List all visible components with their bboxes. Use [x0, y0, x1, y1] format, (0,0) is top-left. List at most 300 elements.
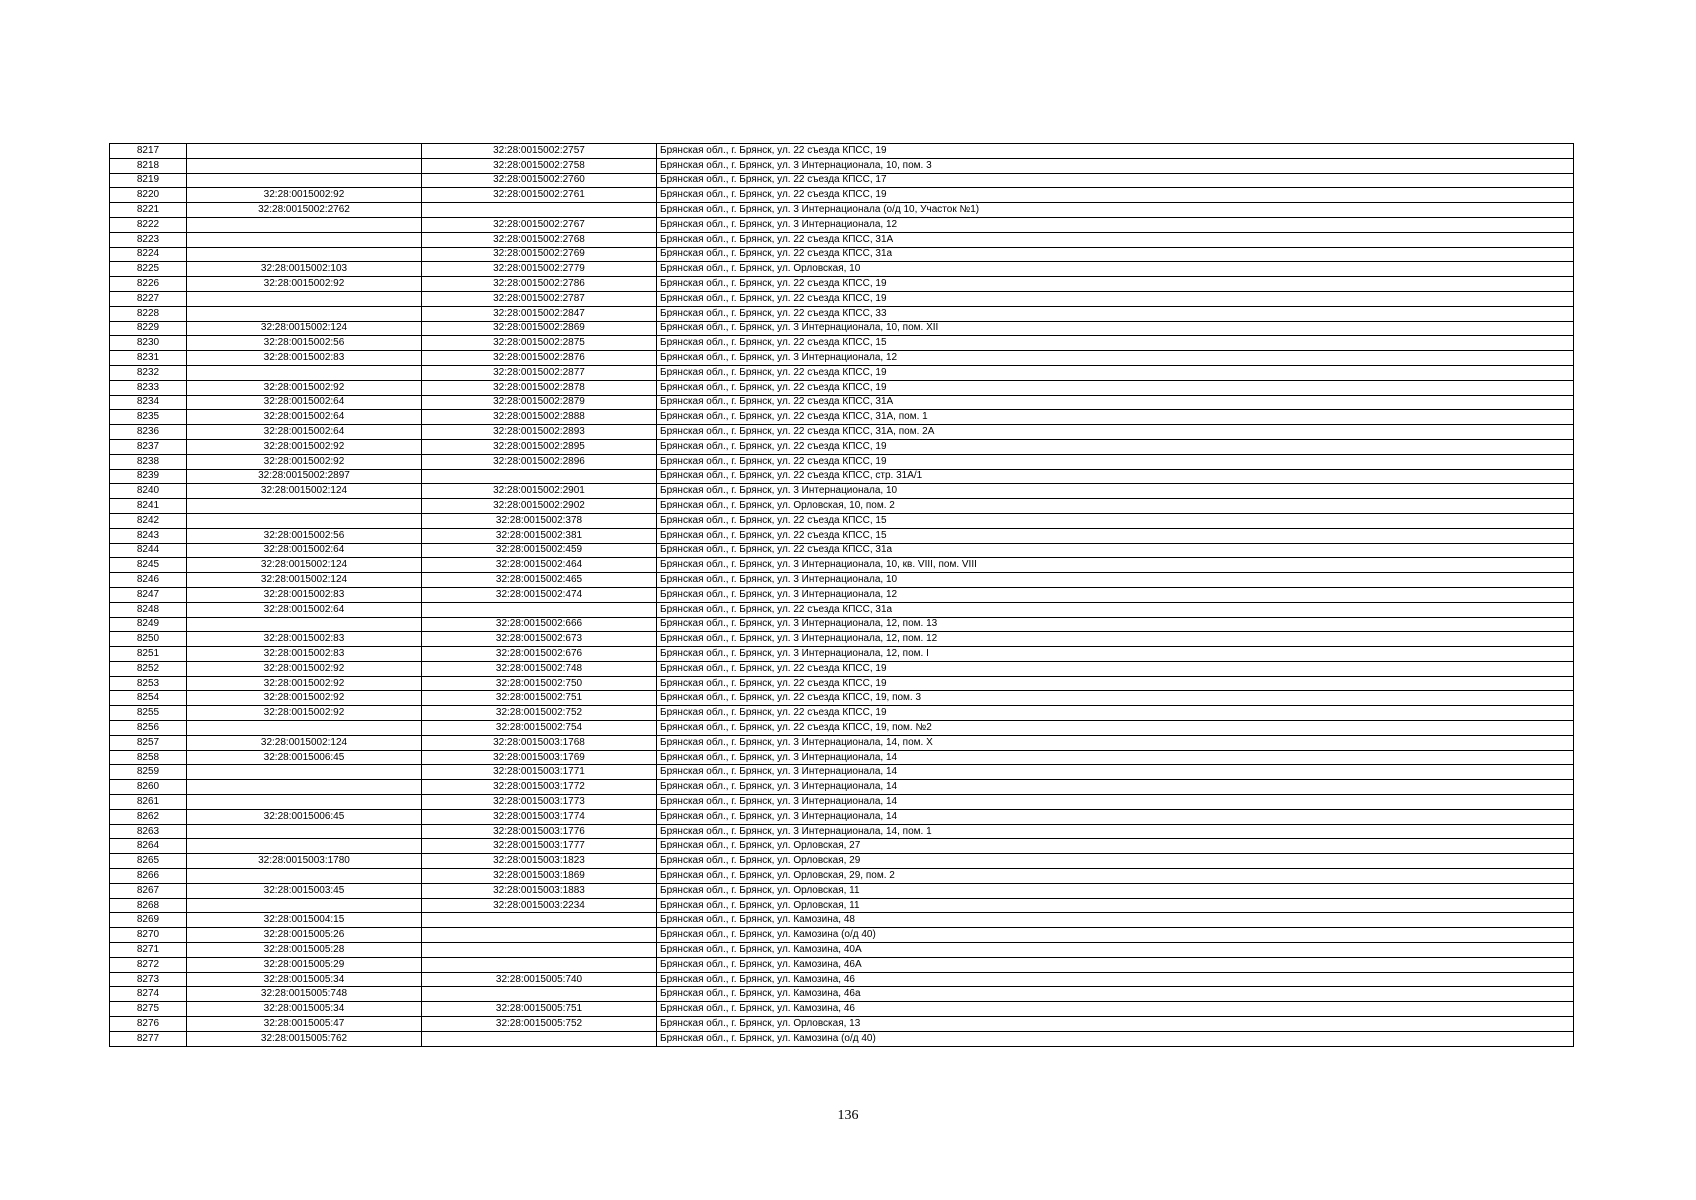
address-cell: Брянская обл., г. Брянск, ул. 22 съезда КПСС, 31А [657, 395, 1574, 410]
building-cadastral-number-cell: 32:28:0015002:464 [422, 558, 657, 573]
land-cadastral-number-cell: 32:28:0015002:64 [187, 410, 422, 425]
land-cadastral-number-cell [187, 144, 422, 159]
address-cell: Брянская обл., г. Брянск, ул. 22 съезда КПСС, 31а [657, 602, 1574, 617]
building-cadastral-number-cell: 32:28:0015005:751 [422, 1002, 657, 1017]
land-cadastral-number-cell: 32:28:0015002:92 [187, 661, 422, 676]
building-cadastral-number-cell: 32:28:0015002:381 [422, 528, 657, 543]
land-cadastral-number-cell: 32:28:0015002:92 [187, 676, 422, 691]
row-number-cell: 8251 [110, 647, 187, 662]
land-cadastral-number-cell: 32:28:0015002:124 [187, 484, 422, 499]
address-cell: Брянская обл., г. Брянск, ул. Орловская, 10, пом. 2 [657, 499, 1574, 514]
table-row [110, 173, 1574, 188]
building-cadastral-number-cell: 32:28:0015002:2879 [422, 395, 657, 410]
address-cell: Брянская обл., г. Брянск, ул. Камозина, 46 [657, 972, 1574, 987]
row-number-cell: 8221 [110, 203, 187, 218]
row-number-cell: 8217 [110, 144, 187, 159]
row-number-cell: 8258 [110, 750, 187, 765]
land-cadastral-number-cell: 32:28:0015002:64 [187, 395, 422, 410]
address-cell: Брянская обл., г. Брянск, ул. 3 Интернационала, 12 [657, 351, 1574, 366]
land-cadastral-number-cell: 32:28:0015002:83 [187, 587, 422, 602]
land-cadastral-number-cell: 32:28:0015002:64 [187, 543, 422, 558]
building-cadastral-number-cell: 32:28:0015002:2896 [422, 454, 657, 469]
building-cadastral-number-cell: 32:28:0015002:752 [422, 706, 657, 721]
land-cadastral-number-cell: 32:28:0015006:45 [187, 809, 422, 824]
building-cadastral-number-cell [422, 957, 657, 972]
building-cadastral-number-cell: 32:28:0015003:1869 [422, 869, 657, 884]
row-number-cell: 8262 [110, 809, 187, 824]
table-row [110, 217, 1574, 232]
table-row [110, 247, 1574, 262]
row-number-cell: 8256 [110, 721, 187, 736]
row-number-cell: 8244 [110, 543, 187, 558]
table-row [110, 750, 1574, 765]
page-number: 136 [837, 1108, 859, 1123]
building-cadastral-number-cell: 32:28:0015002:2760 [422, 173, 657, 188]
land-cadastral-number-cell: 32:28:0015002:103 [187, 262, 422, 277]
address-cell: Брянская обл., г. Брянск, ул. 22 съезда КПСС, 15 [657, 336, 1574, 351]
row-number-cell: 8236 [110, 425, 187, 440]
row-number-cell: 8229 [110, 321, 187, 336]
address-cell: Брянская обл., г. Брянск, ул. 22 съезда КПСС, 19 [657, 291, 1574, 306]
building-cadastral-number-cell [422, 943, 657, 958]
building-cadastral-number-cell: 32:28:0015003:1774 [422, 809, 657, 824]
land-cadastral-number-cell [187, 795, 422, 810]
land-cadastral-number-cell [187, 721, 422, 736]
land-cadastral-number-cell: 32:28:0015005:26 [187, 928, 422, 943]
address-cell: Брянская обл., г. Брянск, ул. 22 съезда КПСС, стр. 31А/1 [657, 469, 1574, 484]
address-cell: Брянская обл., г. Брянск, ул. 3 Интернационала, 14 [657, 750, 1574, 765]
building-cadastral-number-cell: 32:28:0015002:2877 [422, 365, 657, 380]
address-cell: Брянская обл., г. Брянск, ул. Орловская, 13 [657, 1017, 1574, 1032]
address-cell: Брянская обл., г. Брянск, ул. 22 съезда КПСС, 19 [657, 188, 1574, 203]
row-number-cell: 8261 [110, 795, 187, 810]
building-cadastral-number-cell: 32:28:0015003:2234 [422, 898, 657, 913]
land-cadastral-number-cell: 32:28:0015005:748 [187, 987, 422, 1002]
building-cadastral-number-cell: 32:28:0015002:2757 [422, 144, 657, 159]
row-number-cell: 8226 [110, 277, 187, 292]
land-cadastral-number-cell: 32:28:0015004:15 [187, 913, 422, 928]
address-cell: Брянская обл., г. Брянск, ул. 3 Интернационала, 14, пом. X [657, 735, 1574, 750]
land-cadastral-number-cell: 32:28:0015003:45 [187, 883, 422, 898]
table-row [110, 824, 1574, 839]
row-number-cell: 8277 [110, 1031, 187, 1046]
table-row [110, 543, 1574, 558]
row-number-cell: 8234 [110, 395, 187, 410]
building-cadastral-number-cell: 32:28:0015002:2888 [422, 410, 657, 425]
building-cadastral-number-cell [422, 1031, 657, 1046]
building-cadastral-number-cell: 32:28:0015002:748 [422, 661, 657, 676]
row-number-cell: 8239 [110, 469, 187, 484]
table-row [110, 232, 1574, 247]
row-number-cell: 8227 [110, 291, 187, 306]
row-number-cell: 8220 [110, 188, 187, 203]
address-cell: Брянская обл., г. Брянск, ул. 22 съезда КПСС, 19 [657, 365, 1574, 380]
land-cadastral-number-cell [187, 839, 422, 854]
building-cadastral-number-cell: 32:28:0015005:740 [422, 972, 657, 987]
building-cadastral-number-cell: 32:28:0015002:2847 [422, 306, 657, 321]
row-number-cell: 8265 [110, 854, 187, 869]
building-cadastral-number-cell: 32:28:0015002:2876 [422, 351, 657, 366]
address-cell: Брянская обл., г. Брянск, ул. Камозина, 40А [657, 943, 1574, 958]
land-cadastral-number-cell: 32:28:0015002:92 [187, 691, 422, 706]
row-number-cell: 8235 [110, 410, 187, 425]
address-cell: Брянская обл., г. Брянск, ул. 22 съезда КПСС, 19 [657, 277, 1574, 292]
table-row [110, 144, 1574, 159]
table-row [110, 469, 1574, 484]
row-number-cell: 8250 [110, 632, 187, 647]
address-cell: Брянская обл., г. Брянск, ул. 3 Интернационала, 10, пом. XII [657, 321, 1574, 336]
land-cadastral-number-cell: 32:28:0015002:83 [187, 647, 422, 662]
address-cell: Брянская обл., г. Брянск, ул. 3 Интернационала, 10 [657, 573, 1574, 588]
address-cell: Брянская обл., г. Брянск, ул. Орловская, 29 [657, 854, 1574, 869]
building-cadastral-number-cell: 32:28:0015003:1883 [422, 883, 657, 898]
table-row [110, 661, 1574, 676]
land-cadastral-number-cell: 32:28:0015002:124 [187, 558, 422, 573]
address-cell: Брянская обл., г. Брянск, ул. 3 Интернационала, 10, кв. VIII, пом. VIII [657, 558, 1574, 573]
land-cadastral-number-cell [187, 824, 422, 839]
table-row [110, 454, 1574, 469]
land-cadastral-number-cell: 32:28:0015002:64 [187, 425, 422, 440]
address-cell: Брянская обл., г. Брянск, ул. 22 съезда КПСС, 19 [657, 454, 1574, 469]
land-cadastral-number-cell: 32:28:0015005:47 [187, 1017, 422, 1032]
building-cadastral-number-cell: 32:28:0015003:1777 [422, 839, 657, 854]
building-cadastral-number-cell: 32:28:0015002:465 [422, 573, 657, 588]
building-cadastral-number-cell: 32:28:0015002:2761 [422, 188, 657, 203]
table-row [110, 499, 1574, 514]
address-cell: Брянская обл., г. Брянск, ул. Камозина (о/д 40) [657, 928, 1574, 943]
table-row [110, 854, 1574, 869]
land-cadastral-number-cell: 32:28:0015002:92 [187, 277, 422, 292]
building-cadastral-number-cell [422, 203, 657, 218]
row-number-cell: 8264 [110, 839, 187, 854]
address-cell: Брянская обл., г. Брянск, ул. Камозина, 46 [657, 1002, 1574, 1017]
land-cadastral-number-cell: 32:28:0015002:56 [187, 528, 422, 543]
table-row [110, 869, 1574, 884]
building-cadastral-number-cell: 32:28:0015002:2893 [422, 425, 657, 440]
address-cell: Брянская обл., г. Брянск, ул. Орловская, 27 [657, 839, 1574, 854]
row-number-cell: 8254 [110, 691, 187, 706]
address-cell: Брянская обл., г. Брянск, ул. Орловская, 10 [657, 262, 1574, 277]
table-row [110, 647, 1574, 662]
row-number-cell: 8274 [110, 987, 187, 1002]
building-cadastral-number-cell: 32:28:0015003:1773 [422, 795, 657, 810]
row-number-cell: 8224 [110, 247, 187, 262]
row-number-cell: 8268 [110, 898, 187, 913]
building-cadastral-number-cell: 32:28:0015002:2869 [422, 321, 657, 336]
building-cadastral-number-cell: 32:28:0015002:2786 [422, 277, 657, 292]
building-cadastral-number-cell: 32:28:0015003:1769 [422, 750, 657, 765]
table-row [110, 513, 1574, 528]
address-cell: Брянская обл., г. Брянск, ул. 22 съезда КПСС, 19, пом. 3 [657, 691, 1574, 706]
row-number-cell: 8271 [110, 943, 187, 958]
building-cadastral-number-cell: 32:28:0015002:673 [422, 632, 657, 647]
building-cadastral-number-cell: 32:28:0015002:459 [422, 543, 657, 558]
table-row [110, 558, 1574, 573]
table-row [110, 380, 1574, 395]
building-cadastral-number-cell: 32:28:0015002:2878 [422, 380, 657, 395]
table-row [110, 706, 1574, 721]
table-row [110, 573, 1574, 588]
table-row [110, 602, 1574, 617]
row-number-cell: 8240 [110, 484, 187, 499]
address-cell: Брянская обл., г. Брянск, ул. 22 съезда КПСС, 31а [657, 247, 1574, 262]
land-cadastral-number-cell [187, 232, 422, 247]
building-cadastral-number-cell: 32:28:0015005:752 [422, 1017, 657, 1032]
address-cell: Брянская обл., г. Брянск, ул. 3 Интернационала (о/д 10, Участок №1) [657, 203, 1574, 218]
building-cadastral-number-cell: 32:28:0015002:750 [422, 676, 657, 691]
address-cell: Брянская обл., г. Брянск, ул. 3 Интернационала, 12, пом. 12 [657, 632, 1574, 647]
address-cell: Брянская обл., г. Брянск, ул. 22 съезда КПСС, 19 [657, 676, 1574, 691]
row-number-cell: 8222 [110, 217, 187, 232]
land-cadastral-number-cell: 32:28:0015002:56 [187, 336, 422, 351]
land-cadastral-number-cell: 32:28:0015005:762 [187, 1031, 422, 1046]
row-number-cell: 8275 [110, 1002, 187, 1017]
address-cell: Брянская обл., г. Брянск, ул. 3 Интернационала, 10, пом. 3 [657, 158, 1574, 173]
row-number-cell: 8230 [110, 336, 187, 351]
row-number-cell: 8252 [110, 661, 187, 676]
table-row [110, 928, 1574, 943]
address-cell: Брянская обл., г. Брянск, ул. 22 съезда КПСС, 31А, пом. 1 [657, 410, 1574, 425]
land-cadastral-number-cell [187, 898, 422, 913]
address-cell: Брянская обл., г. Брянск, ул. Камозина, 46А [657, 957, 1574, 972]
table-row [110, 617, 1574, 632]
table-row [110, 1002, 1574, 1017]
row-number-cell: 8246 [110, 573, 187, 588]
table-row [110, 439, 1574, 454]
row-number-cell: 8269 [110, 913, 187, 928]
table-row [110, 809, 1574, 824]
building-cadastral-number-cell: 32:28:0015002:2895 [422, 439, 657, 454]
row-number-cell: 8223 [110, 232, 187, 247]
address-cell: Брянская обл., г. Брянск, ул. 3 Интернационала, 14 [657, 765, 1574, 780]
building-cadastral-number-cell: 32:28:0015002:2769 [422, 247, 657, 262]
table-row [110, 957, 1574, 972]
building-cadastral-number-cell: 32:28:0015002:2767 [422, 217, 657, 232]
row-number-cell: 8237 [110, 439, 187, 454]
land-cadastral-number-cell [187, 158, 422, 173]
address-cell: Брянская обл., г. Брянск, ул. 22 съезда КПСС, 19 [657, 380, 1574, 395]
row-number-cell: 8255 [110, 706, 187, 721]
land-cadastral-number-cell [187, 499, 422, 514]
row-number-cell: 8228 [110, 306, 187, 321]
address-cell: Брянская обл., г. Брянск, ул. 22 съезда КПСС, 19 [657, 661, 1574, 676]
building-cadastral-number-cell [422, 469, 657, 484]
table-row [110, 1017, 1574, 1032]
land-cadastral-number-cell: 32:28:0015002:124 [187, 321, 422, 336]
land-cadastral-number-cell: 32:28:0015005:29 [187, 957, 422, 972]
row-number-cell: 8248 [110, 602, 187, 617]
table-row [110, 484, 1574, 499]
land-cadastral-number-cell: 32:28:0015003:1780 [187, 854, 422, 869]
address-cell: Брянская обл., г. Брянск, ул. 3 Интернационала, 10 [657, 484, 1574, 499]
row-number-cell: 8272 [110, 957, 187, 972]
building-cadastral-number-cell: 32:28:0015002:2768 [422, 232, 657, 247]
land-cadastral-number-cell [187, 765, 422, 780]
table-row [110, 351, 1574, 366]
row-number-cell: 8257 [110, 735, 187, 750]
row-number-cell: 8263 [110, 824, 187, 839]
building-cadastral-number-cell: 32:28:0015002:754 [422, 721, 657, 736]
address-cell: Брянская обл., г. Брянск, ул. 22 съезда КПСС, 19 [657, 706, 1574, 721]
address-cell: Брянская обл., г. Брянск, ул. Камозина, 46а [657, 987, 1574, 1002]
table-row [110, 795, 1574, 810]
row-number-cell: 8225 [110, 262, 187, 277]
row-number-cell: 8267 [110, 883, 187, 898]
building-cadastral-number-cell: 32:28:0015003:1776 [422, 824, 657, 839]
table-row [110, 735, 1574, 750]
address-cell: Брянская обл., г. Брянск, ул. 22 съезда КПСС, 19 [657, 144, 1574, 159]
building-cadastral-number-cell: 32:28:0015002:666 [422, 617, 657, 632]
land-cadastral-number-cell: 32:28:0015002:83 [187, 351, 422, 366]
table-row [110, 188, 1574, 203]
land-cadastral-number-cell [187, 617, 422, 632]
building-cadastral-number-cell: 32:28:0015002:2902 [422, 499, 657, 514]
row-number-cell: 8266 [110, 869, 187, 884]
table-row [110, 1031, 1574, 1046]
table-row [110, 943, 1574, 958]
address-cell: Брянская обл., г. Брянск, ул. 22 съезда КПСС, 19, пом. №2 [657, 721, 1574, 736]
building-cadastral-number-cell: 32:28:0015002:2875 [422, 336, 657, 351]
land-cadastral-number-cell [187, 513, 422, 528]
table-row [110, 425, 1574, 440]
address-cell: Брянская обл., г. Брянск, ул. Камозина (о/д 40) [657, 1031, 1574, 1046]
building-cadastral-number-cell: 32:28:0015002:2779 [422, 262, 657, 277]
land-cadastral-number-cell: 32:28:0015006:45 [187, 750, 422, 765]
land-cadastral-number-cell [187, 173, 422, 188]
table-row [110, 262, 1574, 277]
row-number-cell: 8276 [110, 1017, 187, 1032]
address-cell: Брянская обл., г. Брянск, ул. 22 съезда КПСС, 31а [657, 543, 1574, 558]
address-cell: Брянская обл., г. Брянск, ул. 3 Интернационала, 12, пом. I [657, 647, 1574, 662]
address-cell: Брянская обл., г. Брянск, ул. 22 съезда КПСС, 33 [657, 306, 1574, 321]
table-row [110, 913, 1574, 928]
table-row [110, 306, 1574, 321]
building-cadastral-number-cell [422, 913, 657, 928]
address-cell: Брянская обл., г. Брянск, ул. 3 Интернационала, 14 [657, 780, 1574, 795]
row-number-cell: 8259 [110, 765, 187, 780]
land-cadastral-number-cell: 32:28:0015002:2762 [187, 203, 422, 218]
land-cadastral-number-cell [187, 217, 422, 232]
land-cadastral-number-cell: 32:28:0015002:83 [187, 632, 422, 647]
row-number-cell: 8260 [110, 780, 187, 795]
table-row [110, 410, 1574, 425]
land-cadastral-number-cell [187, 365, 422, 380]
building-cadastral-number-cell: 32:28:0015002:2787 [422, 291, 657, 306]
row-number-cell: 8245 [110, 558, 187, 573]
table-row [110, 632, 1574, 647]
row-number-cell: 8238 [110, 454, 187, 469]
table-row [110, 321, 1574, 336]
address-cell: Брянская обл., г. Брянск, ул. 22 съезда КПСС, 17 [657, 173, 1574, 188]
table-row [110, 839, 1574, 854]
address-cell: Брянская обл., г. Брянск, ул. 22 съезда КПСС, 19 [657, 439, 1574, 454]
land-cadastral-number-cell: 32:28:0015002:124 [187, 573, 422, 588]
land-cadastral-number-cell: 32:28:0015002:92 [187, 188, 422, 203]
row-number-cell: 8241 [110, 499, 187, 514]
address-cell: Брянская обл., г. Брянск, ул. 22 съезда КПСС, 31А [657, 232, 1574, 247]
land-cadastral-number-cell: 32:28:0015005:34 [187, 1002, 422, 1017]
address-cell: Брянская обл., г. Брянск, ул. 3 Интернационала, 12 [657, 217, 1574, 232]
address-cell: Брянская обл., г. Брянск, ул. Орловская, 11 [657, 883, 1574, 898]
table-row [110, 291, 1574, 306]
building-cadastral-number-cell: 32:28:0015002:474 [422, 587, 657, 602]
land-cadastral-number-cell [187, 869, 422, 884]
table-row [110, 721, 1574, 736]
address-cell: Брянская обл., г. Брянск, ул. Орловская, 11 [657, 898, 1574, 913]
row-number-cell: 8249 [110, 617, 187, 632]
table-row [110, 395, 1574, 410]
table-row [110, 883, 1574, 898]
row-number-cell: 8231 [110, 351, 187, 366]
building-cadastral-number-cell: 32:28:0015002:751 [422, 691, 657, 706]
address-cell: Брянская обл., г. Брянск, ул. 3 Интернационала, 14, пом. 1 [657, 824, 1574, 839]
land-cadastral-number-cell [187, 291, 422, 306]
land-cadastral-number-cell [187, 780, 422, 795]
land-cadastral-number-cell: 32:28:0015002:92 [187, 706, 422, 721]
table-row [110, 972, 1574, 987]
land-cadastral-number-cell [187, 306, 422, 321]
address-cell: Брянская обл., г. Брянск, ул. Орловская, 29, пом. 2 [657, 869, 1574, 884]
building-cadastral-number-cell: 32:28:0015002:2758 [422, 158, 657, 173]
property-register-table [109, 143, 1574, 1047]
row-number-cell: 8232 [110, 365, 187, 380]
row-number-cell: 8243 [110, 528, 187, 543]
row-number-cell: 8218 [110, 158, 187, 173]
table-row [110, 203, 1574, 218]
land-cadastral-number-cell: 32:28:0015002:92 [187, 439, 422, 454]
building-cadastral-number-cell: 32:28:0015002:2901 [422, 484, 657, 499]
row-number-cell: 8242 [110, 513, 187, 528]
table-row [110, 987, 1574, 1002]
land-cadastral-number-cell: 32:28:0015002:64 [187, 602, 422, 617]
building-cadastral-number-cell: 32:28:0015003:1772 [422, 780, 657, 795]
address-cell: Брянская обл., г. Брянск, ул. 3 Интернационала, 14 [657, 795, 1574, 810]
row-number-cell: 8273 [110, 972, 187, 987]
row-number-cell: 8247 [110, 587, 187, 602]
row-number-cell: 8233 [110, 380, 187, 395]
building-cadastral-number-cell [422, 987, 657, 1002]
land-cadastral-number-cell: 32:28:0015002:2897 [187, 469, 422, 484]
table-row [110, 676, 1574, 691]
building-cadastral-number-cell [422, 602, 657, 617]
land-cadastral-number-cell [187, 247, 422, 262]
address-cell: Брянская обл., г. Брянск, ул. 3 Интернационала, 12 [657, 587, 1574, 602]
building-cadastral-number-cell: 32:28:0015002:676 [422, 647, 657, 662]
table-row [110, 587, 1574, 602]
address-cell: Брянская обл., г. Брянск, ул. 22 съезда КПСС, 15 [657, 513, 1574, 528]
land-cadastral-number-cell: 32:28:0015005:34 [187, 972, 422, 987]
address-cell: Брянская обл., г. Брянск, ул. 22 съезда КПСС, 31А, пом. 2А [657, 425, 1574, 440]
building-cadastral-number-cell: 32:28:0015003:1823 [422, 854, 657, 869]
land-cadastral-number-cell: 32:28:0015002:92 [187, 454, 422, 469]
table-row [110, 336, 1574, 351]
land-cadastral-number-cell: 32:28:0015005:28 [187, 943, 422, 958]
table-row [110, 528, 1574, 543]
table-row [110, 898, 1574, 913]
table-row [110, 277, 1574, 292]
address-cell: Брянская обл., г. Брянск, ул. 22 съезда КПСС, 15 [657, 528, 1574, 543]
table-row [110, 765, 1574, 780]
address-cell: Брянская обл., г. Брянск, ул. 3 Интернационала, 14 [657, 809, 1574, 824]
table-row [110, 365, 1574, 380]
building-cadastral-number-cell: 32:28:0015002:378 [422, 513, 657, 528]
building-cadastral-number-cell: 32:28:0015003:1771 [422, 765, 657, 780]
row-number-cell: 8219 [110, 173, 187, 188]
building-cadastral-number-cell: 32:28:0015003:1768 [422, 735, 657, 750]
address-cell: Брянская обл., г. Брянск, ул. Камозина, 48 [657, 913, 1574, 928]
row-number-cell: 8253 [110, 676, 187, 691]
land-cadastral-number-cell: 32:28:0015002:92 [187, 380, 422, 395]
